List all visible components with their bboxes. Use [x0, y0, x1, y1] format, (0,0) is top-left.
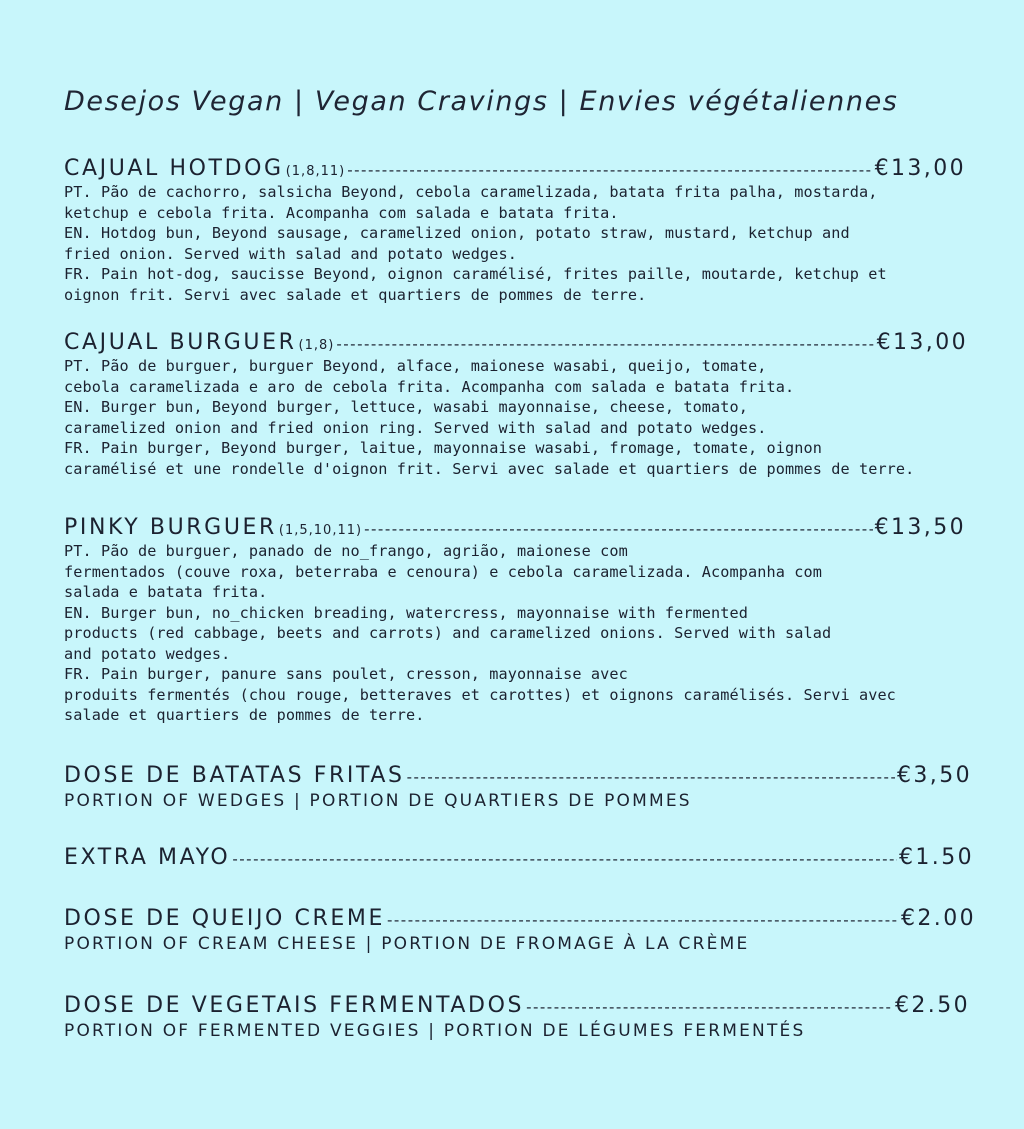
item-header	[64, 845, 974, 870]
description-line: cebola caramelizada e aro de cebola frita. Acompanha com salada e batata frita.	[64, 377, 795, 396]
description-line: PT. Pão de cachorro, salsicha Beyond, cebola caramelizada, batata frita palha, mostarda,	[64, 183, 878, 201]
dot-leader	[232, 850, 897, 868]
item-description	[64, 356, 1004, 479]
item-header	[64, 156, 966, 181]
item-name: PINKY BURGUER	[64, 515, 277, 540]
description-line: caramélisé et une rondelle d'oignon frit. Servi avec salade et quartiers de pommes de terre.	[64, 459, 915, 478]
item-name: DOSE DE BATATAS FRITAS	[64, 763, 405, 788]
item-allergens: (1,8,11)	[285, 164, 346, 179]
item-price: €2.00	[901, 906, 976, 931]
extra-item-fries	[64, 763, 1004, 811]
description-line: and potato wedges.	[64, 644, 231, 663]
item-description	[64, 182, 1004, 305]
description-line: ketchup e cebola frita. Acompanha com salada e batata frita.	[64, 203, 619, 222]
description-line: PT. Pão de burguer, burguer Beyond, alface, maionese wasabi, queijo, tomate,	[64, 357, 767, 375]
item-header	[64, 906, 976, 931]
description-line: EN. Burger bun, no_chicken breading, watercress, mayonnaise with fermented	[64, 603, 749, 622]
dot-leader	[347, 161, 872, 179]
item-price: €13,50	[874, 515, 966, 540]
item-subtitle: PORTION OF CREAM CHEESE | PORTION DE FROMAGE À LA CRÈME	[64, 934, 750, 954]
item-description	[64, 541, 1004, 726]
item-allergens: (1,8)	[298, 338, 335, 353]
description-line: products (red cabbage, beets and carrots) and caramelized onions. Served with salad	[64, 624, 832, 642]
description-line: fermentados (couve roxa, beterraba e cenoura) e cebola caramelizada. Acompanha com	[64, 562, 822, 581]
item-name: CAJUAL HOTDOG	[64, 156, 284, 181]
description-line: caramelized onion and fried onion ring. Served with salad and potato wedges.	[64, 418, 767, 437]
item-header	[64, 993, 970, 1018]
menu-item-hotdog	[64, 156, 1004, 305]
description-line: EN. Hotdog bun, Beyond sausage, caramelized onion, potato straw, mustard, ketchup and	[64, 224, 850, 242]
description-line: FR. Pain burger, panure sans poulet, cresson, mayonnaise avec	[64, 665, 628, 683]
description-line: oignon frit. Servi avec salade et quartiers de pommes de terre.	[64, 285, 647, 304]
item-header	[64, 763, 972, 788]
dot-leader	[387, 911, 899, 929]
menu-item-pinky-burguer	[64, 515, 1004, 726]
extra-item-mayo	[64, 845, 1004, 870]
item-header	[64, 330, 968, 355]
item-header	[64, 515, 966, 540]
item-price: €3,50	[897, 763, 972, 788]
description-line: salada e batata frita.	[64, 583, 268, 601]
item-price: €13,00	[874, 156, 966, 181]
description-line: FR. Pain burger, Beyond burger, laitue, mayonnaise wasabi, fromage, tomate, oignon	[64, 439, 822, 457]
description-line: PT. Pão de burguer, panado de no_frango, agrião, maionese com	[64, 542, 628, 560]
dot-leader	[526, 998, 893, 1016]
item-name: CAJUAL BURGUER	[64, 330, 297, 355]
item-name: EXTRA MAYO	[64, 845, 231, 870]
description-line: EN. Burger bun, Beyond burger, lettuce, wasabi mayonnaise, cheese, tomato,	[64, 398, 749, 416]
description-line: salade et quartiers de pommes de terre.	[64, 706, 425, 724]
description-line: produits fermentés (chou rouge, betteraves et carottes) et oignons caramélisés. Servi avec	[64, 685, 896, 704]
dot-leader	[336, 335, 874, 353]
extra-item-cream-cheese	[64, 906, 1004, 954]
item-name: DOSE DE VEGETAIS FERMENTADOS	[64, 993, 525, 1018]
dot-leader	[407, 768, 895, 786]
dot-leader	[364, 520, 873, 538]
item-price: €2.50	[895, 993, 970, 1018]
item-subtitle: PORTION OF WEDGES | PORTION DE QUARTIERS DE POMMES	[64, 791, 692, 811]
item-allergens: (1,5,10,11)	[278, 523, 363, 538]
item-price: €13,00	[876, 330, 968, 355]
item-price: €1.50	[899, 845, 974, 870]
menu-item-cajual-burguer	[64, 330, 1004, 479]
description-line: fried onion. Served with salad and potato wedges.	[64, 244, 517, 263]
extra-item-fermented-veggies	[64, 993, 1004, 1041]
description-line: FR. Pain hot-dog, saucisse Beyond, oignon caramélisé, frites paille, moutarde, ketchup et	[64, 265, 887, 283]
item-name: DOSE DE QUEIJO CREME	[64, 906, 385, 931]
item-subtitle: PORTION OF FERMENTED VEGGIES | PORTION DE LÉGUMES FERMENTÉS	[64, 1021, 806, 1041]
page-title: Desejos Vegan | Vegan Cravings | Envies végétaliennes	[64, 86, 899, 117]
